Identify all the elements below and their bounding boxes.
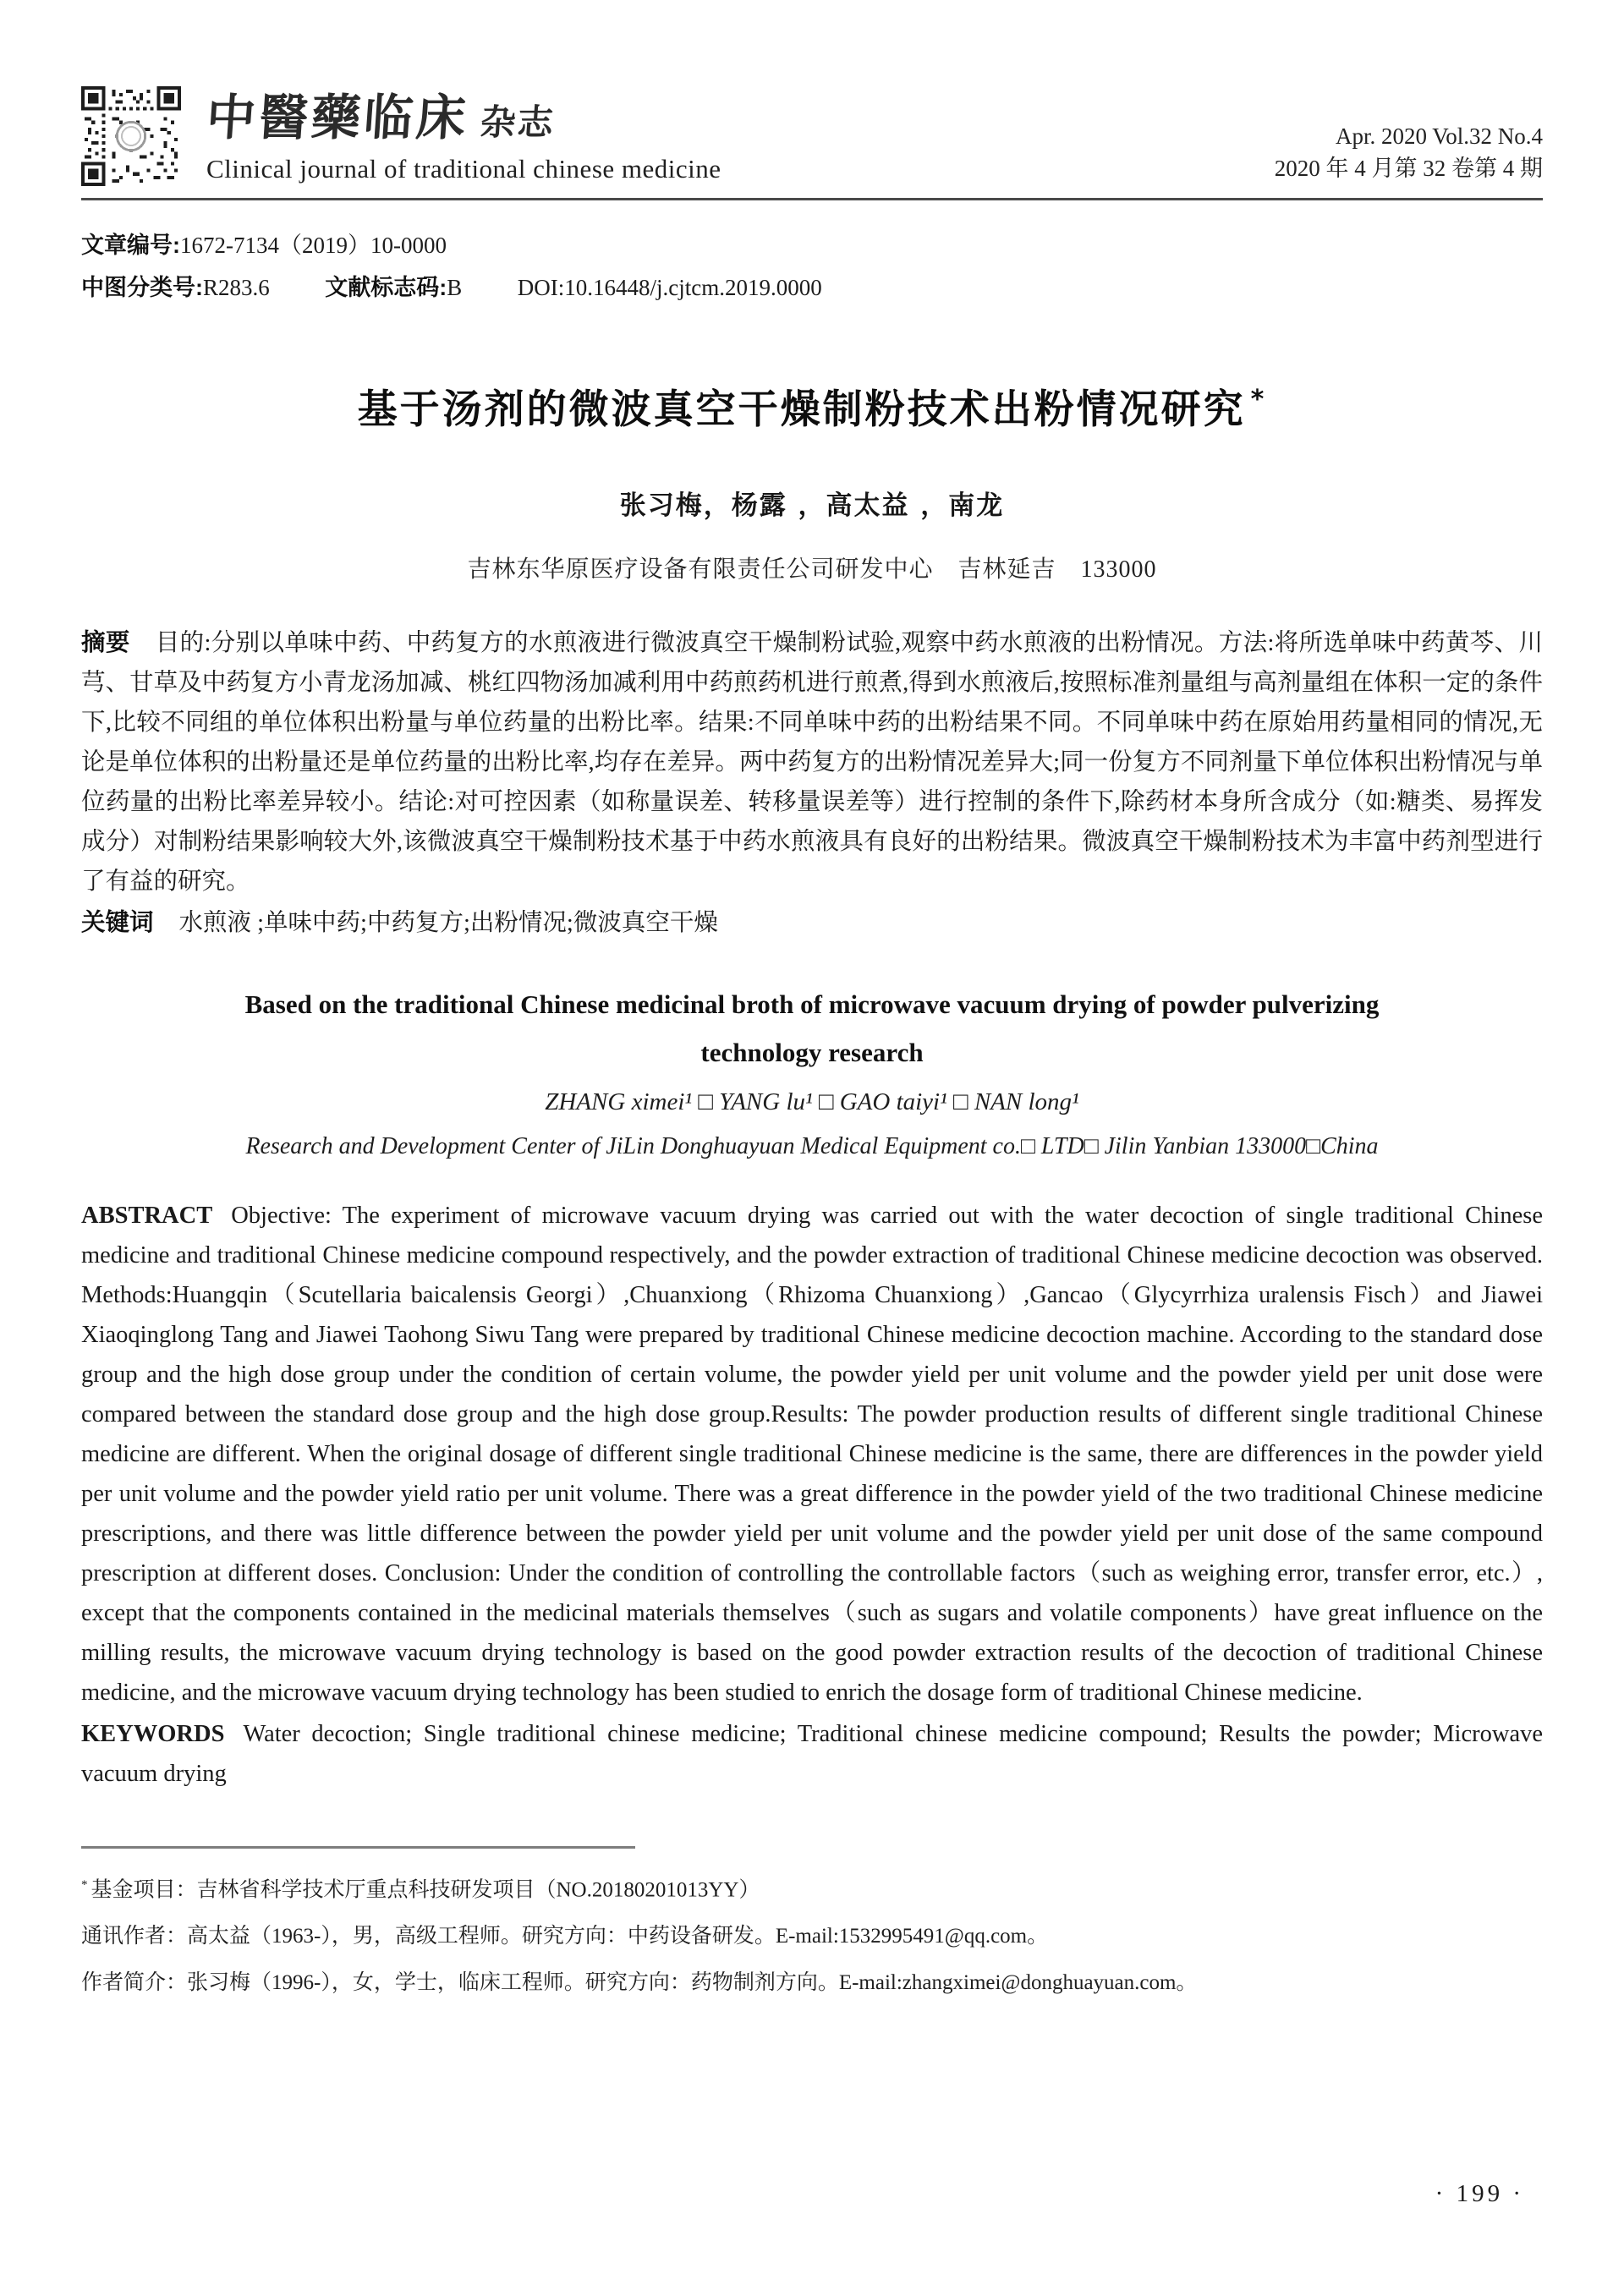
header-divider <box>81 198 1543 200</box>
abstract-cn <box>81 623 1543 901</box>
keywords-en <box>81 1714 1543 1794</box>
keywords-text-en: Water decoction; Single traditional chinese medicine; Traditional chinese medicine compound; Results the powder; Microwave vacuum drying <box>81 1721 1543 1787</box>
issue-info <box>1275 120 1543 186</box>
issue-date-cn: 2020 年 4 月第 32 卷第 4 期 <box>1274 156 1543 181</box>
footnotes <box>81 1862 1543 2006</box>
keywords-text-cn: 水煎液 ;单味中药;中药复方;出粉情况;微波真空干燥 <box>178 910 718 936</box>
journal-name-suffix: 杂志 <box>479 101 557 143</box>
footnote-fund-mark: * <box>81 1878 88 1892</box>
article-title-cn: 基于汤剂的微波真空干燥制粉技术出粉情况研究 * <box>357 385 1267 433</box>
doi-value: 10.16448/j.cjtcm.2019.0000 <box>564 275 822 300</box>
title-en-line1: Based on the traditional Chinese medicinal broth of microwave vacuum drying of powder pulverizing <box>244 989 1380 1019</box>
abstract-label-cn: 摘要 <box>81 629 130 656</box>
footnote-fund: * 基金项目：吉林省科学技术厅重点科技研发项目（NO.20180201013YY） <box>81 1878 760 1902</box>
title-en-line2: technology research <box>700 1038 924 1067</box>
keywords-cn <box>81 903 1543 943</box>
keywords-label-cn: 关键词 <box>81 909 154 936</box>
title-footnote-mark: * <box>1250 385 1267 414</box>
journal-header <box>81 86 1543 186</box>
abstract-text-en: Objective: The experiment of microwave vacuum drying was carried out with the water decoction of single traditional Chinese medicine and traditional Chinese medicine compound respectively, and the powder extraction of traditional Chinese medicine decoction was observed. Methods:Huangqin（Scutellaria baicalensis Georgi）,Chuanxiong（Rhizoma Chuanxiong）,Gancao（Glycyrrhiza uralensis Fisch）and Jiawei Xiaoqinglong Tang and Jiawei Taohong Siwu Tang were prepared by traditional Chinese medicine decoction machine. According to the standard dose group and the high dose group under the condition of certain volume, the powder yield per unit volume and the powder yield per unit dose were compared between the standard dose group and the high dose group.Results: The powder production results of different single traditional Chinese medicine are different. When the original dosage of different single traditional Chinese medicine is the same, there are differences in the powder yield per unit volume and the powder yield ratio per unit volume. There was a great difference in the powder yield of the two traditional Chinese medicine prescriptions, and there was little difference between the powder yield per unit volume and the powder yield per unit dose of the same compound prescription at different doses. Conclusion: Under the condition of controlling the controllable factors（such as weighing error, transfer error, etc.）, except that the components contained in the medicinal materials themselves（such as sugars and volatile components）have great influence on the milling results, the microwave vacuum drying technology is based on the good powder extraction results of the decoction of traditional Chinese medicine, and the microwave vacuum drying technology has been studied to enrich the dosage form of traditional Chinese medicine. <box>81 1203 1543 1706</box>
classification-row <box>81 273 1543 302</box>
abstract-text-cn: 目的:分别以单味中药、中药复方的水煎液进行微波真空干燥制粉试验,观察中药水煎液的出粉情况。方法:将所选单味中药黄芩、川芎、甘草及中药复方小青龙汤加减、桃红四物汤加减利用中药煎药机进行煎煮,得到水煎液后,按照标准剂量组与高剂量组在体积一定的条件下,比较不同组的单位体积出粉量与单位药量的出粉比率。结果:不同单味中药的出粉结果不同。不同单味中药在原始用药量相同的情况,无论是单位体积的出粉量还是单位药量的出粉比率,均存在差异。两中药复方的出粉情况差异大;同一份复方不同剂量下单位体积出粉情况与单位药量的出粉比率差异较小。结论:对可控因素（如称量误差、转移量误差等）进行控制的条件下,除药材本身所含成分（如:糖类、易挥发成分）对制粉结果影响较大外,该微波真空干燥制粉技术基于中药水煎液具有良好的出粉结果。微波真空干燥制粉技术为丰富中药剂型进行了有益的研究。 <box>81 630 1543 895</box>
abstract-label-en: ABSTRACT <box>81 1203 213 1229</box>
footnote-corresponding-author: 通讯作者：高太益（1963-），男，高级工程师。研究方向：中药设备研发。E-mail:1532995491@qq.com。 <box>81 1925 1049 1948</box>
doi-label: DOI: <box>517 275 565 300</box>
journal-logo <box>206 91 721 186</box>
article-number-label: 文章编号: <box>81 233 180 258</box>
document-code-value: B <box>447 275 463 300</box>
keywords-label-en: KEYWORDS <box>81 1721 225 1747</box>
article-number-row <box>81 231 1543 260</box>
authors-cn: 张习梅，杨露 ，高太益 ，南龙 <box>619 490 1005 521</box>
affiliation-cn: 吉林东华原医疗设备有限责任公司研发中心 吉林延吉 133000 <box>467 556 1157 583</box>
document-code-label: 文献标志码: <box>325 275 447 300</box>
article-meta <box>81 231 1543 302</box>
article-number-value: 1672-7134（2019）10-0000 <box>180 233 447 258</box>
article-title-en <box>81 980 1543 1077</box>
journal-name-en: Clinical journal of traditional chinese medicine <box>206 154 721 184</box>
clc-value: R283.6 <box>203 275 270 300</box>
clc-label: 中图分类号: <box>81 275 203 300</box>
affiliation-en: Research and Development Center of JiLin Donghuayuan Medical Equipment co.□ LTD□ Jilin Yanbian 133000□China <box>245 1133 1379 1159</box>
page-number: · 199 · <box>1435 2180 1524 2207</box>
journal-qr-code-icon <box>81 86 181 186</box>
authors-en: ZHANG ximei¹ □ YANG lu¹ □ GAO taiyi¹ □ NAN long¹ <box>545 1088 1079 1115</box>
footnote-author-bio: 作者简介：张习梅（1996-），女，学士，临床工程师。研究方向：药物制剂方向。E-mail:zhangximei@donghuayuan.com。 <box>81 1971 1198 1995</box>
issue-date-en: Apr. 2020 Vol.32 No.4 <box>1335 123 1543 149</box>
footnote-divider <box>81 1846 635 1849</box>
journal-name-cn: 中醫藥临床 杂志 <box>204 89 557 146</box>
abstract-en <box>81 1196 1543 1712</box>
